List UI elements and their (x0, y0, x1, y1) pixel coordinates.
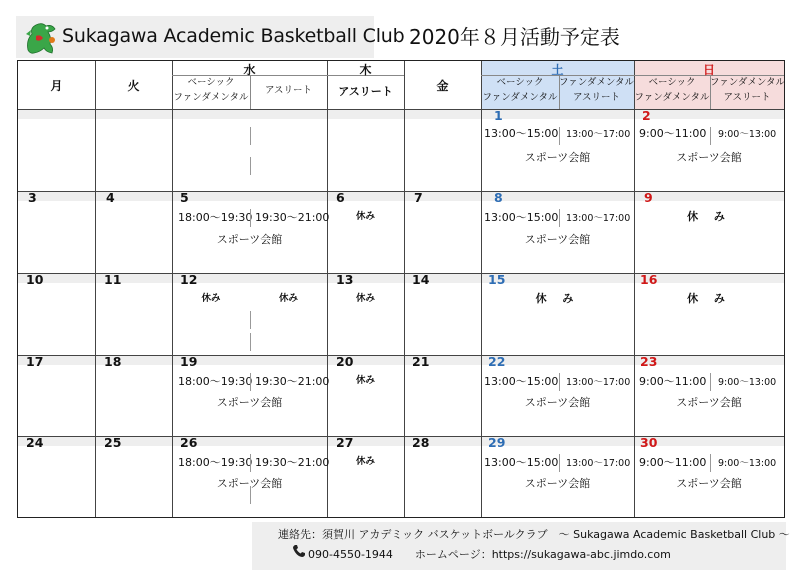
time-slot: 13:00～17:00 (566, 458, 631, 469)
phone-icon (292, 544, 306, 558)
header-bottom-line (18, 109, 784, 110)
venue-label: スポーツ会館 (676, 396, 742, 409)
time-slot: 9:00～11:00 (639, 127, 707, 140)
week-strip (18, 273, 784, 283)
sat-fundamental-label: ファンダメンタル (482, 92, 558, 103)
date-sun: 16 (640, 272, 658, 287)
time-slot: 18:00～19:30 (178, 211, 253, 224)
venue-label: スポーツ会館 (524, 396, 591, 409)
time-slot: 19:30～21:00 (255, 375, 330, 388)
club-name: Sukagawa Academic Basketball Club (62, 25, 405, 47)
slot-divider (250, 127, 251, 145)
rest-label: 休み (278, 293, 298, 304)
date-sun: 2 (642, 108, 651, 123)
day-header-thu: 木 (359, 63, 372, 77)
time-slot: 13:00～15:00 (484, 375, 559, 388)
time-slot: 13:00～15:00 (484, 211, 559, 224)
week-line (18, 436, 784, 437)
rest-label: 休 み (687, 292, 731, 305)
wed-basic-label: ベーシック (187, 77, 235, 88)
col-divider (481, 61, 482, 517)
venue-label: スポーツ会館 (524, 151, 591, 164)
date-fri: 28 (412, 435, 430, 450)
slot-divider (559, 209, 560, 227)
week-strip (18, 355, 784, 365)
slot-divider (559, 127, 560, 145)
time-slot: 18:00～19:30 (178, 375, 253, 388)
date-fri: 21 (412, 354, 430, 369)
date-thu: 6 (336, 190, 345, 205)
date-tue: 11 (104, 272, 122, 287)
time-slot: 9:00～11:00 (639, 375, 707, 388)
col-divider (172, 61, 173, 517)
venue-label: スポーツ会館 (216, 233, 283, 246)
time-slot: 9:00～13:00 (718, 129, 777, 140)
time-slot: 13:00～17:00 (566, 213, 631, 224)
rest-label: 休み (355, 293, 375, 304)
date-thu: 27 (336, 435, 354, 450)
sat-athlete-label: アスリート (572, 92, 621, 103)
thu-athlete-label: アスリート (338, 85, 393, 98)
rest-label: 休み (355, 456, 375, 467)
slot-divider (250, 311, 251, 329)
venue-label: スポーツ会館 (216, 477, 283, 490)
rest-label: 休 み (687, 210, 731, 223)
slot-divider (250, 333, 251, 351)
rest-label: 休み (355, 211, 375, 222)
slot-divider (710, 127, 711, 145)
slot-divider (250, 454, 251, 472)
time-slot: 18:00～19:30 (178, 456, 253, 469)
date-thu: 13 (336, 272, 354, 287)
date-tue: 25 (104, 435, 122, 450)
contact-text: 連絡先：須賀川 アカデミック バスケットボールクラブ ～ Sukagawa Academic Basketball Club ～ (278, 528, 790, 541)
week-strip (18, 191, 784, 201)
day-header-tue: 火 (127, 79, 140, 93)
date-sun: 9 (644, 190, 653, 205)
date-mon: 24 (26, 435, 44, 450)
slot-divider (710, 454, 711, 472)
date-sat: 22 (488, 354, 506, 369)
date-mon: 3 (28, 190, 37, 205)
date-fri: 7 (414, 190, 423, 205)
slot-divider (559, 373, 560, 391)
rest-label: 休み (201, 293, 221, 304)
col-divider (95, 61, 96, 517)
sun-fundamental-b-label: ファンダメンタル (710, 77, 786, 88)
day-header-wed: 水 (243, 63, 256, 77)
venue-label: スポーツ会館 (676, 477, 742, 490)
sat-basic-label: ベーシック (496, 77, 544, 88)
day-header-mon: 月 (50, 79, 63, 93)
date-sun: 23 (640, 354, 658, 369)
day-header-sun: 日 (702, 63, 715, 77)
date-sat: 1 (494, 108, 503, 123)
sun-fundamental-label: ファンダメンタル (634, 92, 710, 103)
phone-and-homepage: 090-4550-1944 ホームページ：https://sukagawa-abc.jimdo.com (308, 548, 671, 561)
time-slot: 19:30～21:00 (255, 456, 330, 469)
slot-divider (250, 209, 251, 227)
date-wed: 26 (180, 435, 198, 450)
slot-divider (710, 373, 711, 391)
time-slot: 9:00～13:00 (718, 458, 777, 469)
venue-label: スポーツ会館 (524, 233, 591, 246)
date-tue: 18 (104, 354, 122, 369)
sun-athlete-label: アスリート (723, 92, 771, 103)
dragon-logo-icon (22, 20, 60, 56)
week-line (18, 191, 784, 192)
sat-fundamental-b-label: ファンダメンタル (559, 77, 635, 88)
col-divider (404, 61, 405, 517)
rest-label: 休み (355, 375, 375, 386)
page-title: 2020年８月活動予定表 (409, 25, 620, 49)
day-header-sat: 土 (551, 63, 564, 77)
wed-fundamental-label: ファンダメンタル (173, 92, 249, 103)
time-slot: 13:00～17:00 (566, 377, 631, 388)
wed-athlete-label: アスリート (264, 85, 313, 96)
date-wed: 19 (180, 354, 198, 369)
time-slot: 13:00～15:00 (484, 127, 559, 140)
date-wed: 5 (180, 190, 189, 205)
week-line (18, 273, 784, 274)
time-slot: 19:30～21:00 (255, 211, 330, 224)
slot-divider (559, 454, 560, 472)
week-strip (18, 436, 784, 446)
date-wed: 12 (180, 272, 198, 287)
date-sat: 29 (488, 435, 506, 450)
date-sat: 15 (488, 272, 506, 287)
time-slot: 9:00～11:00 (639, 456, 707, 469)
week-line (18, 355, 784, 356)
slot-divider (250, 373, 251, 391)
date-sun: 30 (640, 435, 658, 450)
schedule-calendar (17, 60, 785, 518)
week-strip (18, 109, 784, 119)
col-divider (327, 61, 328, 517)
date-thu: 20 (336, 354, 354, 369)
venue-label: スポーツ会館 (676, 151, 742, 164)
date-tue: 4 (106, 190, 115, 205)
venue-label: スポーツ会館 (524, 477, 591, 490)
time-slot: 9:00～13:00 (718, 377, 777, 388)
slot-divider (250, 157, 251, 175)
rest-label: 休 み (535, 292, 580, 305)
day-header-fri: 金 (436, 79, 449, 93)
slot-divider (250, 486, 251, 504)
col-divider (634, 61, 635, 517)
date-fri: 14 (412, 272, 430, 287)
date-mon: 10 (26, 272, 44, 287)
venue-label: スポーツ会館 (216, 396, 283, 409)
time-slot: 13:00～15:00 (484, 456, 559, 469)
sun-basic-label: ベーシック (648, 77, 696, 88)
date-sat: 8 (494, 190, 503, 205)
date-mon: 17 (26, 354, 44, 369)
time-slot: 13:00～17:00 (566, 129, 631, 140)
